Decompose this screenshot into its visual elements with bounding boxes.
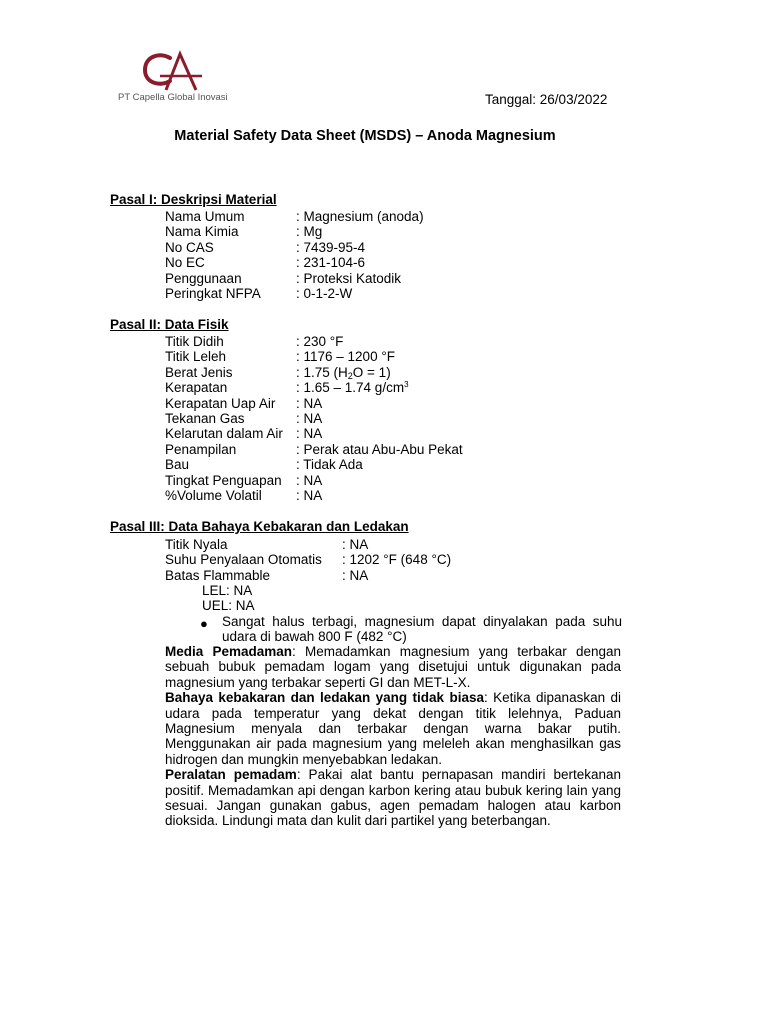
row-key: Titik Leleh (165, 349, 227, 365)
section-3-table (165, 537, 625, 583)
table-row (165, 568, 625, 583)
row-key: Peringkat NFPA (165, 285, 261, 301)
table-row (165, 365, 625, 380)
paragraph (165, 690, 621, 767)
row-value: : 7439-95-4 (296, 239, 366, 255)
table-row (165, 209, 625, 224)
row-key: Nama Kimia (165, 224, 239, 240)
table-row (165, 334, 625, 349)
row-value: : 1202 °F (648 °C) (342, 552, 452, 568)
bullet-icon: ● (200, 616, 208, 631)
section-3-heading: Pasal III: Data Bahaya Kebakaran dan Ledakan (110, 519, 409, 534)
row-key: %Volume Volatil (165, 487, 262, 503)
row-value: : NA (296, 472, 323, 488)
section-1-heading: Pasal I: Deskripsi Material (110, 192, 277, 207)
section-2-heading: Pasal II: Data Fisik (110, 317, 229, 332)
table-row (165, 552, 625, 567)
row-key: Titik Didih (165, 334, 224, 349)
company-logo (118, 50, 258, 106)
row-value: : NA (296, 395, 323, 411)
table-row (165, 411, 625, 426)
paragraph-label: Media Pemadaman (165, 644, 293, 659)
row-value: : NA (296, 410, 323, 426)
company-name: PT Capella Global Inovasi (118, 92, 228, 103)
table-row (165, 537, 625, 552)
row-value: : 231-104-6 (296, 255, 366, 271)
row-value (296, 380, 409, 395)
row-value: : 0-1-2-W (296, 285, 353, 301)
document-date: Tanggal: 26/03/2022 (485, 92, 608, 107)
row-value: : NA (296, 487, 323, 503)
table-row (165, 349, 625, 364)
row-key: Penggunaan (165, 270, 242, 286)
row-key: Bau (165, 457, 190, 473)
row-key: Kerapatan Uap Air (165, 395, 276, 411)
ca-logo-mark (140, 50, 210, 94)
table-row (165, 380, 625, 395)
row-key: No EC (165, 255, 205, 271)
bullet-text: Sangat halus terbagi, magnesium dapat dinyalakan pada suhu udara di bawah 800 F (482 °C) (222, 614, 622, 645)
value-text: : 1.65 – 1.74 g/cm (296, 380, 405, 396)
row-value: : 230 °F (296, 334, 344, 349)
row-value: : Perak atau Abu-Abu Pekat (296, 441, 463, 457)
paragraph-text: : Memadamkan magnesium yang terbakar dengan sebuah bubuk pemadam logam yang disetujui untuk digunakan pada magnesium yang terbakar seperti GI dan MET-L-X. (165, 644, 622, 690)
row-value: : NA (296, 426, 323, 442)
lel-value: LEL: NA (202, 583, 253, 598)
row-key: Batas Flammable (165, 567, 271, 583)
document-title: Material Safety Data Sheet (MSDS) – Anoda Magnesium (174, 128, 556, 144)
fire-info-paragraphs (165, 644, 621, 829)
section-1-table (165, 209, 625, 301)
row-key: Titik Nyala (165, 537, 228, 552)
uel-value: UEL: NA (202, 598, 255, 613)
row-key: Kerapatan (165, 380, 228, 396)
row-key: Suhu Penyalaan Otomatis (165, 552, 322, 568)
table-row (165, 426, 625, 441)
paragraph (165, 644, 621, 690)
paragraph-label: Bahaya kebakaran dan ledakan yang tidak biasa (165, 690, 484, 706)
table-row (165, 442, 625, 457)
row-value: : NA (342, 537, 369, 552)
paragraph (165, 767, 621, 829)
row-key: Nama Umum (165, 209, 245, 224)
table-row (165, 488, 625, 503)
row-key: Penampilan (165, 441, 237, 457)
table-row (165, 286, 625, 301)
row-key: Berat Jenis (165, 364, 233, 380)
row-key: Tingkat Penguapan (165, 472, 282, 488)
row-value: : Tidak Ada (296, 457, 363, 473)
paragraph-label: Peralatan pemadam (165, 767, 297, 783)
table-row (165, 255, 625, 270)
row-value: : Mg (296, 224, 323, 240)
row-value: : Proteksi Katodik (296, 270, 402, 286)
row-value (296, 365, 391, 380)
value-subscript: 2 (347, 370, 353, 381)
table-row (165, 473, 625, 488)
table-row (165, 457, 625, 472)
value-text: O = 1) (352, 364, 391, 380)
paragraph-text: : Pakai alat bantu pernapasan mandiri bertekanan positif. Memadamkan api dengan karbon kering atau bubuk kering lain yang sesuai. Jangan gunakan gabus, agen pemadam halogen atau karbon dioksida. Lindungi mata dan kulit dari partikel yang beterbangan. (165, 767, 621, 829)
table-row (165, 224, 625, 239)
value-text: : 1.75 (H (296, 364, 348, 380)
row-value: : NA (342, 567, 369, 583)
row-key: No CAS (165, 239, 214, 255)
value-superscript: 3 (404, 380, 409, 390)
row-key: Kelarutan dalam Air (165, 426, 283, 442)
section-2-table (165, 334, 625, 503)
table-row (165, 396, 625, 411)
row-key: Tekanan Gas (165, 410, 245, 426)
paragraph-text: : Ketika dipanaskan di udara pada temperatur yang dekat dengan titik lelehnya, Paduan Magnesium menyala dan terbakar dengan warna bakar putih. Menggunakan air pada magnesium yang meleleh akan menghasilkan gas hidrogen dan mungkin menyebabkan ledakan. (165, 690, 621, 767)
table-row (165, 240, 625, 255)
row-value: : 1176 – 1200 °F (296, 349, 395, 365)
row-value: : Magnesium (anoda) (296, 209, 424, 224)
table-row (165, 271, 625, 286)
